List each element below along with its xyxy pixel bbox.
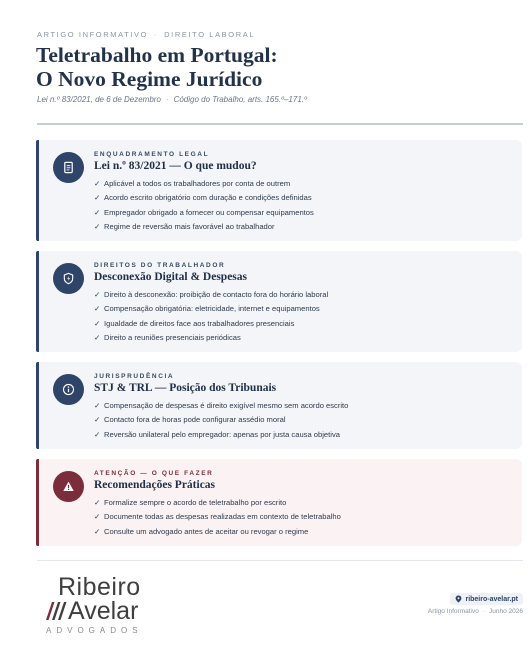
website-badge[interactable] <box>450 593 523 605</box>
list-item <box>94 429 348 443</box>
list-item <box>94 221 314 235</box>
card-title: Recomendações Práticas <box>94 479 216 491</box>
subtitle-code: Código do Trabalho, arts. 165.º–171.º <box>173 95 307 104</box>
footer-separator: · <box>482 608 486 615</box>
card-title: STJ & TRL — Posição dos Tribunais <box>94 382 277 394</box>
list-item <box>94 414 348 428</box>
card-worker-rights <box>36 251 522 352</box>
card-title: Lei n.º 83/2021 — O que mudou? <box>94 160 257 172</box>
list-item <box>94 497 341 511</box>
list-item <box>94 289 328 303</box>
shield-icon <box>53 263 84 294</box>
check-icon: ✓ <box>94 429 101 439</box>
check-icon: ✓ <box>94 193 101 203</box>
header-divider <box>37 123 523 125</box>
check-icon: ✓ <box>94 415 101 425</box>
check-icon: ✓ <box>94 318 101 328</box>
list-item-text: Direito à desconexão: proibição de contacto fora do horário laboral <box>104 290 329 299</box>
list-item-text: Regime de reversão mais favorável ao trabalhador <box>104 221 275 231</box>
kicker-category: ARTIGO INFORMATIVO <box>37 30 149 39</box>
check-icon: ✓ <box>94 290 101 299</box>
list-item <box>94 192 314 206</box>
logo-slashes-icon <box>45 601 67 621</box>
card-label: DIREITOS DO TRABALHADOR <box>94 262 226 269</box>
card-case-law <box>36 362 522 449</box>
list-item <box>94 303 328 317</box>
card-legal-framework <box>36 140 522 241</box>
card-list <box>94 289 328 346</box>
document-icon <box>53 152 84 183</box>
card-list <box>94 400 348 443</box>
card-list <box>94 178 314 235</box>
check-icon: ✓ <box>94 332 101 342</box>
check-icon: ✓ <box>94 207 101 217</box>
footer-date: Junho 2026 <box>489 608 523 615</box>
list-item <box>94 526 341 540</box>
logo-line-1: Ribeiro <box>58 573 141 601</box>
check-icon: ✓ <box>94 179 101 188</box>
check-icon: ✓ <box>94 221 101 231</box>
kicker-separator: · <box>154 30 159 39</box>
kicker-topic: DIREITO LABORAL <box>164 30 256 39</box>
logo-line-2 <box>45 599 165 623</box>
check-icon: ✓ <box>94 498 101 507</box>
logo-tagline: ADVOGADOS <box>46 626 143 635</box>
firm-logo <box>45 575 165 635</box>
subtitle-separator: · <box>165 95 169 104</box>
card-title: Desconexão Digital & Despesas <box>94 271 247 283</box>
list-item-text: Acordo escrito obrigatório com duração e condições definidas <box>104 193 312 203</box>
footer-divider <box>37 560 523 561</box>
location-pin-icon <box>455 595 462 603</box>
list-item-text: Direito a reuniões presenciais periódicas <box>104 332 241 342</box>
card-label: ATENÇÃO — O QUE FAZER <box>94 470 214 477</box>
footer-meta <box>428 608 523 615</box>
card-recommendations <box>36 459 522 546</box>
card-label: ENQUADRAMENTO LEGAL <box>94 151 210 158</box>
list-item-text: Documente todas as despesas realizadas em contexto de teletrabalho <box>104 512 341 522</box>
website-link[interactable]: ribeiro-avelar.pt <box>465 595 518 603</box>
list-item <box>94 178 314 192</box>
kicker <box>37 30 255 39</box>
check-icon: ✓ <box>94 512 101 522</box>
card-list <box>94 497 341 540</box>
list-item-text: Empregador obrigado a fornecer ou compensar equipamentos <box>104 207 314 217</box>
list-item-text: Aplicável a todos os trabalhadores por conta de outrem <box>104 179 291 188</box>
list-item-text: Reversão unilateral pelo empregador: apenas por justa causa objetiva <box>104 429 340 439</box>
list-item <box>94 207 314 221</box>
list-item <box>94 400 348 414</box>
check-icon: ✓ <box>94 526 101 536</box>
warning-icon <box>53 471 84 502</box>
list-item-text: Formalize sempre o acordo de teletrabalho por escrito <box>104 498 287 507</box>
page-subtitle <box>37 95 307 104</box>
check-icon: ✓ <box>94 304 101 314</box>
list-item-text: Compensação de despesas é direito exigível mesmo sem acordo escrito <box>104 401 349 410</box>
page-title <box>36 43 278 91</box>
list-item-text: Igualdade de direitos face aos trabalhadores presenciais <box>104 318 295 328</box>
list-item <box>94 318 328 332</box>
list-item <box>94 511 341 525</box>
check-icon: ✓ <box>94 401 101 410</box>
page-title-line-1: Teletrabalho em Portugal: <box>36 43 278 67</box>
page-title-line-2: O Novo Regime Jurídico <box>36 67 263 91</box>
list-item-text: Compensação obrigatória: eletricidade, internet e equipamentos <box>104 304 320 314</box>
list-item <box>94 332 328 346</box>
card-label: JURISPRUDÊNCIA <box>94 373 175 380</box>
footer-doc-type: Artigo Informativo <box>427 608 479 615</box>
list-item-text: Contacto fora de horas pode configurar assédio moral <box>104 415 286 425</box>
info-icon <box>53 374 84 405</box>
list-item-text: Consulte um advogado antes de aceitar ou revogar o regime <box>104 526 309 536</box>
subtitle-law: Lei n.º 83/2021, de 6 de Dezembro <box>37 95 161 104</box>
logo-name: Avelar <box>68 597 139 625</box>
